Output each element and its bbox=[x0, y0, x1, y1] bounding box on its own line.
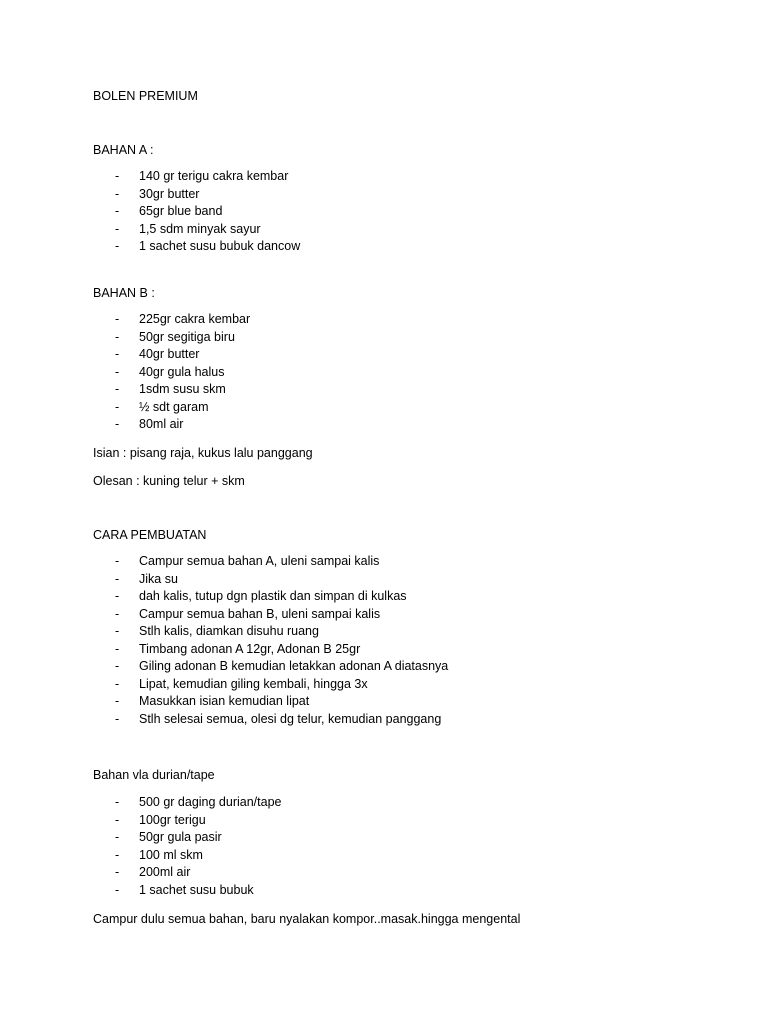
bullet-dash: - bbox=[115, 795, 120, 809]
list-item-text: Lipat, kemudian giling kembali, hingga 3x bbox=[139, 676, 368, 691]
bullet-dash: - bbox=[115, 417, 120, 431]
bullet-dash: - bbox=[115, 554, 120, 568]
list-item-text: 50gr gula pasir bbox=[139, 830, 222, 844]
list-item-text: 140 gr terigu cakra kembar bbox=[139, 169, 289, 183]
bullet-dash: - bbox=[115, 812, 120, 827]
list-item-text: 80ml air bbox=[139, 417, 184, 431]
list-item-text: 65gr blue band bbox=[139, 204, 223, 218]
cara-pembuatan-heading: CARA PEMBUATAN bbox=[93, 528, 207, 542]
bullet-dash: - bbox=[115, 641, 120, 656]
list-item-text: Masukkan isian kemudian lipat bbox=[139, 694, 310, 708]
bullet-dash: - bbox=[115, 606, 120, 621]
list-item-text: Timbang adonan A 12gr, Adonan B 25gr bbox=[139, 641, 361, 656]
bullet-dash: - bbox=[115, 239, 120, 253]
list-item-text: 1sdm susu skm bbox=[139, 382, 226, 396]
list-item-text: Jika su bbox=[139, 571, 178, 586]
bullet-dash: - bbox=[115, 571, 120, 586]
footer-note: Campur dulu semua bahan, baru nyalakan kompor..masak.hingga mengental bbox=[93, 912, 521, 926]
list-item-text: Stlh kalis, diamkan disuhu ruang bbox=[139, 624, 319, 638]
bullet-dash: - bbox=[115, 329, 120, 344]
bullet-dash: - bbox=[115, 830, 120, 844]
list-item-text: dah kalis, tutup dgn plastik dan simpan di kulkas bbox=[139, 589, 407, 603]
recipe-title: BOLEN PREMIUM bbox=[93, 89, 198, 103]
bullet-dash: - bbox=[115, 865, 120, 879]
list-item-text: Campur semua bahan B, uleni sampai kalis bbox=[139, 606, 381, 621]
list-item-text: 100gr terigu bbox=[139, 812, 206, 827]
bullet-dash: - bbox=[115, 624, 120, 638]
bullet-dash: - bbox=[115, 676, 120, 691]
bullet-dash: - bbox=[115, 847, 120, 862]
bullet-dash: - bbox=[115, 347, 120, 361]
list-item-text: 225gr cakra kembar bbox=[139, 312, 251, 326]
bullet-dash: - bbox=[115, 186, 120, 201]
list-item-text: 30gr butter bbox=[139, 186, 200, 201]
bahan-a-heading: BAHAN A : bbox=[93, 143, 154, 157]
list-item-text: 100 ml skm bbox=[139, 847, 203, 862]
list-item-text: 1 sachet susu bubuk dancow bbox=[139, 239, 301, 253]
bahan-vla-heading: Bahan vla durian/tape bbox=[93, 768, 215, 782]
bullet-dash: - bbox=[115, 694, 120, 708]
bullet-dash: - bbox=[115, 204, 120, 218]
list-item-text: Giling adonan B kemudian letakkan adonan A diatasnya bbox=[139, 659, 449, 673]
olesan-text: Olesan : kuning telur + skm bbox=[93, 474, 245, 488]
bullet-dash: - bbox=[115, 364, 120, 379]
bullet-dash: - bbox=[115, 399, 120, 414]
bullet-dash: - bbox=[115, 659, 120, 673]
isian-text: Isian : pisang raja, kukus lalu panggang bbox=[93, 446, 313, 460]
bullet-dash: - bbox=[115, 312, 120, 326]
bullet-dash: - bbox=[115, 711, 120, 726]
list-item-text: 40gr gula halus bbox=[139, 364, 225, 379]
list-item-text: ½ sdt garam bbox=[139, 399, 209, 414]
list-item-text: 40gr butter bbox=[139, 347, 200, 361]
list-item-text: 500 gr daging durian/tape bbox=[139, 795, 282, 809]
bullet-dash: - bbox=[115, 882, 120, 897]
list-item-text: 50gr segitiga biru bbox=[139, 329, 235, 344]
list-item-text: Stlh selesai semua, olesi dg telur, kemudian panggang bbox=[139, 711, 442, 726]
list-item-text: Campur semua bahan A, uleni sampai kalis bbox=[139, 554, 380, 568]
bullet-dash: - bbox=[115, 382, 120, 396]
bullet-dash: - bbox=[115, 169, 120, 183]
bullet-dash: - bbox=[115, 589, 120, 603]
list-item-text: 1 sachet susu bubuk bbox=[139, 882, 254, 897]
bullet-dash: - bbox=[115, 221, 120, 236]
list-item-text: 200ml air bbox=[139, 865, 191, 879]
list-item-text: 1,5 sdm minyak sayur bbox=[139, 221, 261, 236]
bahan-b-heading: BAHAN B : bbox=[93, 286, 155, 300]
